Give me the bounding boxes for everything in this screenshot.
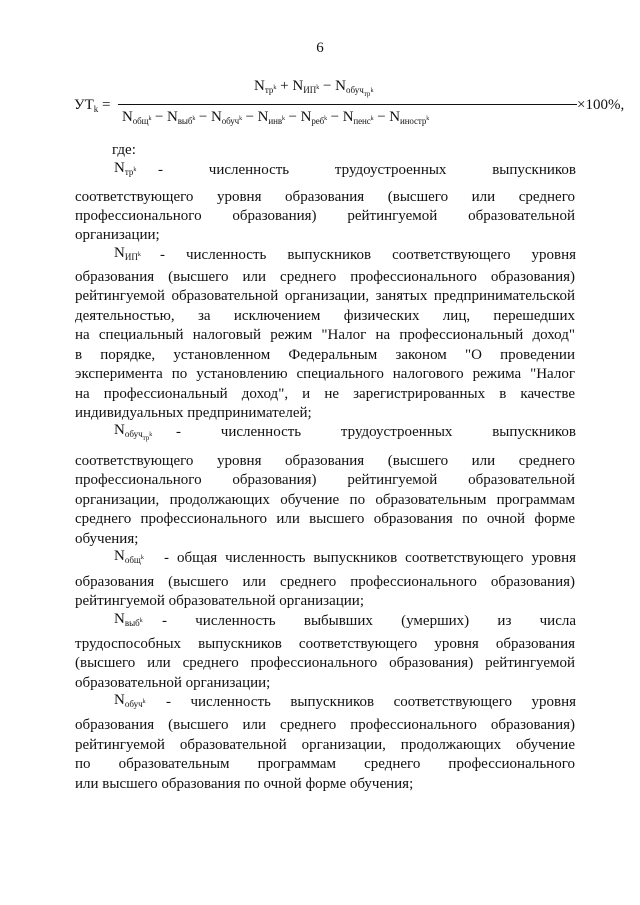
def-1-first-line: - численность трудоустроенных выпускников bbox=[158, 162, 576, 178]
def-3-line: соответствующего уровня образования (высшего или среднего bbox=[75, 453, 575, 469]
def-2-line: на специальный налоговый режим "Налог на профессиональный доход" bbox=[75, 327, 575, 343]
def-6-first-line: - численность выпускников соответствующего уровня bbox=[166, 694, 576, 710]
def-5-symbol: $N_{выб^k}$ bbox=[114, 611, 143, 628]
def-6-line: рейтингуемой образовательной организации, продолжающих обучение bbox=[75, 737, 575, 753]
def-1-symbol: $N_{тр^k}$ bbox=[114, 160, 137, 177]
den-term-2: $N_{выб^k}$ − bbox=[167, 109, 208, 126]
def-6-line: по образовательным программам среднего профессионального bbox=[75, 756, 575, 772]
def-2-first-line: - численность выпускников соответствующего уровня bbox=[160, 247, 576, 263]
def-4-line: образования (высшего или среднего профессионального образования) bbox=[75, 574, 575, 590]
def-1-line: профессионального образования) рейтингуемой образовательной bbox=[75, 208, 575, 224]
den-term-5: $N_{реб^k}$ − bbox=[300, 109, 340, 126]
def-2-line: индивидуальных предпринимателей; bbox=[75, 405, 312, 421]
den-term-6: $N_{пенс^k}$ − bbox=[342, 109, 386, 126]
formula-lhs-sub: k bbox=[93, 104, 99, 114]
def-4-symbol: $N_{общ^k}$ bbox=[114, 548, 144, 565]
num-term-1: $N_{тр^k}$ + bbox=[254, 78, 289, 95]
def-2-symbol: $N_{ИП^k}$ bbox=[114, 245, 141, 262]
formula bbox=[74, 76, 625, 136]
def-1-line: организации; bbox=[75, 227, 160, 243]
def-1-line: соответствующего уровня образования (высшего или среднего bbox=[75, 189, 575, 205]
formula-lhs-symbol: УТ bbox=[74, 97, 94, 113]
formula-lhs bbox=[74, 97, 111, 114]
where-label: где: bbox=[112, 142, 136, 158]
def-3-line: профессионального образования) рейтингуемой образовательной bbox=[75, 472, 575, 488]
den-term-1: $N_{общ^k}$ − bbox=[122, 109, 164, 126]
num-term-3: $N_{обуч_{тр^k}}$ bbox=[335, 78, 374, 98]
def-2-line: в порядке, установленном Федеральным законом "О проведении bbox=[75, 347, 575, 363]
def-3-first-line: - численность трудоустроенных выпускников bbox=[176, 424, 576, 440]
fraction-bar bbox=[118, 104, 577, 105]
formula-times-100: ×100%, bbox=[577, 97, 625, 113]
page-number: 6 bbox=[316, 40, 324, 56]
def-2-line: эксперимента по установлению специального налогового режима "Налог bbox=[75, 366, 575, 382]
def-4-line: рейтингуемой образовательной организации; bbox=[75, 593, 364, 609]
formula-equals: = bbox=[102, 97, 111, 113]
def-5-line: образовательной организации; bbox=[75, 675, 271, 691]
den-term-3: $N_{обуч^k}$ − bbox=[210, 109, 254, 126]
def-2-line: образования (высшего или среднего профессионального образования) bbox=[75, 269, 575, 285]
def-5-line: трудоспособных выпускников соответствующего уровня образования bbox=[75, 636, 575, 652]
formula-numerator bbox=[254, 78, 373, 98]
def-3-line: организации, продолжающих обучение по образовательным программам bbox=[75, 492, 575, 508]
formula-denominator bbox=[122, 109, 429, 126]
def-3-symbol: $N_{обуч_{тр^k}}$ bbox=[114, 422, 153, 442]
def-6-line: образования (высшего или среднего профессионального образования) bbox=[75, 717, 575, 733]
def-5-line: (высшего или среднего профессионального образования) рейтингуемой bbox=[75, 655, 575, 671]
def-5-first-line: - численность выбывших (умерших) из числа bbox=[162, 613, 576, 629]
den-term-7: $N_{иностр^k}$ bbox=[389, 109, 430, 126]
def-2-line: деятельностью, за исключением физических лиц, перешедших bbox=[75, 308, 575, 324]
def-6-symbol: $N_{обуч^k}$ bbox=[114, 692, 146, 709]
def-3-line: обучения; bbox=[75, 531, 139, 547]
def-2-line: рейтингуемой образовательной организации, занятых предпринимательской bbox=[75, 288, 575, 304]
den-term-4: $N_{инв^k}$ − bbox=[257, 109, 297, 126]
def-2-line: на профессиональный доход", и не зарегистрированных в качестве bbox=[75, 386, 575, 402]
def-3-line: среднего профессионального или высшего образования по очной форме bbox=[75, 511, 575, 527]
def-4-first-line: - общая численность выпускников соответствующего уровня bbox=[164, 550, 576, 566]
num-term-2: $N_{ИП^k}$ − bbox=[292, 78, 332, 95]
def-6-line: или высшего образования по очной форме обучения; bbox=[75, 776, 414, 792]
